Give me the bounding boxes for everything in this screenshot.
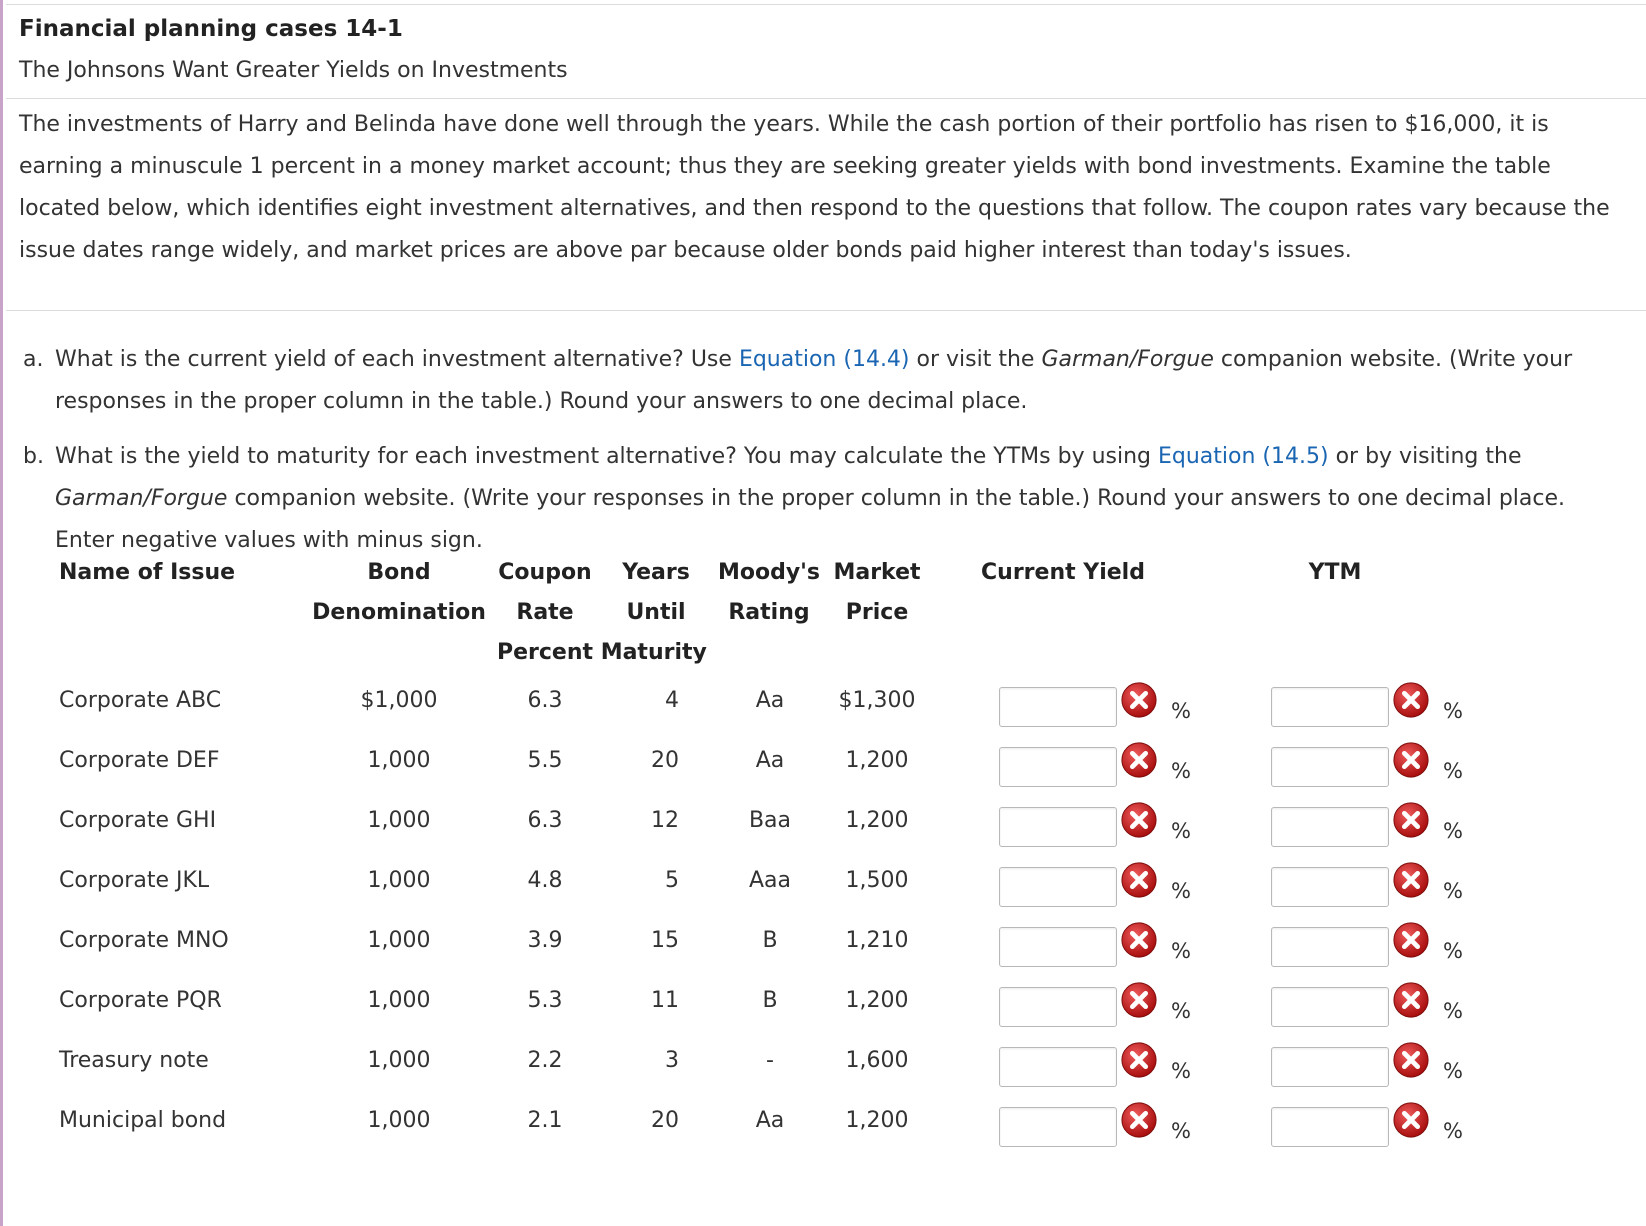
header-market: Market [833, 560, 921, 585]
ytm-input[interactable] [1271, 927, 1389, 967]
cell-name: Corporate ABC [59, 688, 222, 713]
ytm-input[interactable] [1271, 987, 1389, 1027]
percent-sign: % [1443, 1119, 1463, 1143]
percent-sign: % [1171, 879, 1191, 903]
current-yield-input[interactable] [999, 927, 1117, 967]
cell-moodys-rating: Aa [755, 688, 785, 713]
cell-coupon-rate: 3.9 [527, 928, 563, 953]
percent-sign: % [1443, 819, 1463, 843]
cell-coupon-rate: 5.5 [527, 748, 563, 773]
cell-moodys-rating: B [762, 988, 778, 1013]
cell-coupon-rate: 2.1 [527, 1108, 563, 1133]
equation-14-4-link[interactable]: Equation (14.4) [738, 347, 910, 372]
cell-coupon-rate: 2.2 [527, 1048, 563, 1073]
cell-name: Treasury note [59, 1048, 209, 1073]
top-divider [6, 4, 1646, 5]
percent-sign: % [1443, 759, 1463, 783]
header-rating: Rating [728, 600, 810, 625]
incorrect-x-icon [1120, 981, 1158, 1019]
equation-14-5-link[interactable]: Equation (14.5) [1158, 444, 1329, 469]
cell-moodys-rating: - [766, 1048, 774, 1073]
header-rate: Rate [516, 600, 574, 625]
incorrect-x-icon [1392, 741, 1430, 779]
header-bond: Bond [367, 560, 431, 585]
question-b-text-2: or by visiting the [1328, 444, 1522, 469]
cell-name: Municipal bond [59, 1108, 227, 1133]
ytm-input[interactable] [1271, 807, 1389, 847]
header-percent-maturity: Percent Maturity [497, 640, 707, 665]
header-name-of-issue: Name of Issue [59, 560, 236, 585]
cell-years-until-maturity: 3 [665, 1048, 679, 1073]
cell-denomination: 1,000 [367, 1048, 431, 1073]
incorrect-x-icon [1392, 801, 1430, 839]
percent-sign: % [1171, 939, 1191, 963]
cell-denomination: 1,000 [367, 1108, 431, 1133]
cell-denomination: 1,000 [367, 868, 431, 893]
incorrect-x-icon [1120, 1101, 1158, 1139]
percent-sign: % [1171, 759, 1191, 783]
question-a-text-3: companion website. (Write your responses in the proper column in the table.) Round your answers to one decimal place. [55, 347, 1573, 414]
percent-sign: % [1171, 819, 1191, 843]
incorrect-x-icon [1120, 921, 1158, 959]
header-price: Price [845, 600, 909, 625]
cell-years-until-maturity: 12 [651, 808, 679, 833]
cell-market-price: 1,200 [845, 1108, 909, 1133]
ytm-input[interactable] [1271, 1047, 1389, 1087]
question-b [23, 436, 1623, 562]
cell-denomination: 1,000 [367, 808, 431, 833]
cell-market-price: 1,200 [845, 808, 909, 833]
incorrect-x-icon [1392, 1041, 1430, 1079]
cell-denomination: 1,000 [367, 988, 431, 1013]
case-intro: The investments of Harry and Belinda have done well through the years. While the cash portion of their portfolio has risen to $16,000, it is earning a minuscule 1 percent in a money market account; thus they are seeking greater yields with bond investments. Examine the table located below, which identifies eight investment alternatives, and then respond to the questions that follow. The coupon rates vary because the issue dates range widely, and market prices are above par because older bonds paid higher interest than today's issues. [19, 112, 1610, 263]
header-coupon: Coupon [498, 560, 592, 585]
cell-coupon-rate: 6.3 [527, 808, 563, 833]
cell-moodys-rating: Baa [748, 808, 792, 833]
cell-market-price: 1,500 [845, 868, 909, 893]
cell-denomination: 1,000 [367, 928, 431, 953]
question-b-text: What is the yield to maturity for each investment alternative? You may calculate the YTMs by using [55, 444, 1158, 469]
percent-sign: % [1171, 999, 1191, 1023]
question-b-italic: Garman/Forgue [55, 486, 228, 511]
cell-market-price: 1,200 [845, 748, 909, 773]
cell-years-until-maturity: 20 [651, 1108, 679, 1133]
percent-sign: % [1171, 1119, 1191, 1143]
cell-denomination: $1,000 [360, 688, 438, 713]
header-current-yield: Current Yield [981, 560, 1145, 585]
ytm-input[interactable] [1271, 687, 1389, 727]
cell-market-price: $1,300 [838, 688, 916, 713]
incorrect-x-icon [1120, 741, 1158, 779]
question-b-text-3: companion website. (Write your responses in the proper column in the table.) Round your answers to one decimal place. Enter negative values with minus sign. [55, 486, 1566, 553]
percent-sign: % [1443, 879, 1463, 903]
cell-years-until-maturity: 20 [651, 748, 679, 773]
cell-years-until-maturity: 5 [665, 868, 679, 893]
cell-years-until-maturity: 15 [651, 928, 679, 953]
cell-market-price: 1,210 [845, 928, 909, 953]
question-b-label: b. [23, 444, 44, 469]
incorrect-x-icon [1392, 981, 1430, 1019]
header-until: Until [626, 600, 686, 625]
question-a-italic: Garman/Forgue [1041, 347, 1214, 372]
incorrect-x-icon [1392, 921, 1430, 959]
ytm-input[interactable] [1271, 747, 1389, 787]
current-yield-input[interactable] [999, 1047, 1117, 1087]
cell-moodys-rating: B [762, 928, 778, 953]
cell-moodys-rating: Aa [755, 748, 785, 773]
intro-divider [6, 310, 1646, 311]
ytm-input[interactable] [1271, 867, 1389, 907]
cell-years-until-maturity: 4 [665, 688, 679, 713]
cell-market-price: 1,600 [845, 1048, 909, 1073]
percent-sign: % [1443, 939, 1463, 963]
cell-moodys-rating: Aa [755, 1108, 785, 1133]
incorrect-x-icon [1120, 801, 1158, 839]
subtitle-divider [6, 98, 1646, 99]
percent-sign: % [1443, 1059, 1463, 1083]
incorrect-x-icon [1392, 861, 1430, 899]
ytm-input[interactable] [1271, 1107, 1389, 1147]
incorrect-x-icon [1120, 1041, 1158, 1079]
cell-name: Corporate JKL [59, 868, 210, 893]
cell-moodys-rating: Aaa [748, 868, 792, 893]
percent-sign: % [1171, 1059, 1191, 1083]
cell-years-until-maturity: 11 [651, 988, 679, 1013]
cell-name: Corporate DEF [59, 748, 220, 773]
current-yield-input[interactable] [999, 987, 1117, 1027]
header-moodys: Moody's [717, 560, 821, 585]
current-yield-input[interactable] [999, 687, 1117, 727]
header-denomination: Denomination [312, 600, 486, 625]
percent-sign: % [1443, 999, 1463, 1023]
percent-sign: % [1443, 699, 1463, 723]
incorrect-x-icon [1120, 681, 1158, 719]
incorrect-x-icon [1392, 1101, 1430, 1139]
header-ytm: YTM [1308, 560, 1362, 585]
question-a-label: a. [23, 347, 44, 372]
current-yield-input[interactable] [999, 747, 1117, 787]
page-title: Financial planning cases 14-1 [19, 16, 403, 42]
incorrect-x-icon [1120, 861, 1158, 899]
current-yield-input[interactable] [999, 867, 1117, 907]
question-a-text: What is the current yield of each investment alternative? Use [55, 347, 739, 372]
current-yield-input[interactable] [999, 1107, 1117, 1147]
cell-coupon-rate: 5.3 [527, 988, 563, 1013]
question-a-text-2: or visit the [909, 347, 1042, 372]
percent-sign: % [1171, 699, 1191, 723]
cell-name: Corporate GHI [59, 808, 217, 833]
cell-name: Corporate PQR [59, 988, 222, 1013]
header-years: Years [622, 560, 690, 585]
case-subtitle: The Johnsons Want Greater Yields on Investments [19, 58, 568, 83]
question-a [23, 339, 1623, 423]
cell-denomination: 1,000 [367, 748, 431, 773]
current-yield-input[interactable] [999, 807, 1117, 847]
cell-coupon-rate: 6.3 [527, 688, 563, 713]
cell-name: Corporate MNO [59, 928, 229, 953]
incorrect-x-icon [1392, 681, 1430, 719]
cell-coupon-rate: 4.8 [527, 868, 563, 893]
cell-market-price: 1,200 [845, 988, 909, 1013]
